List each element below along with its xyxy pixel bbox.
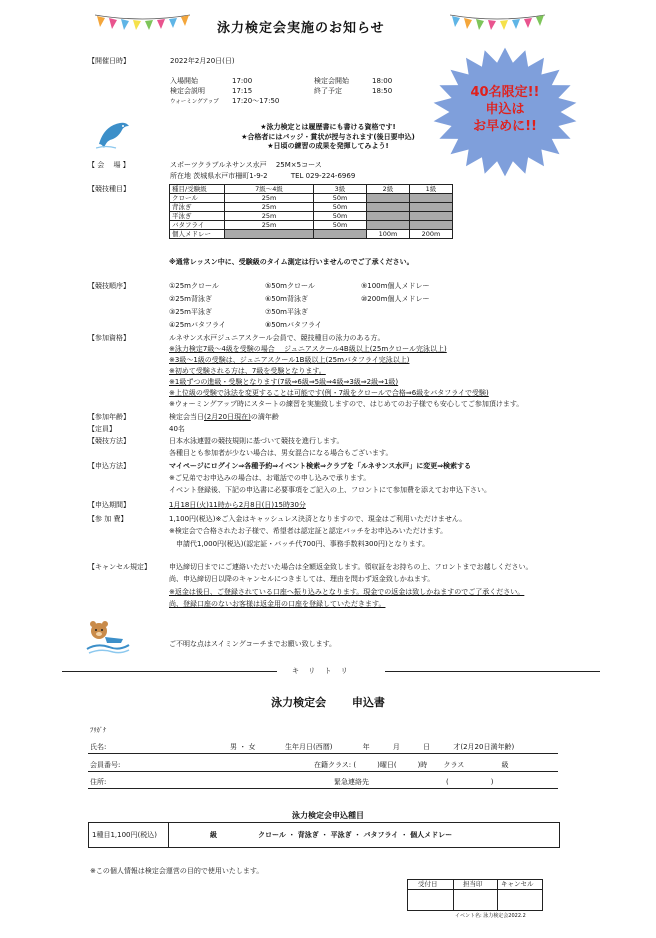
period-label: 【申込期間】	[88, 501, 130, 509]
schedule-kaishi: 検定会開始	[314, 77, 349, 85]
table-cell: 25m	[225, 221, 314, 230]
order-item: ①25mクロール	[169, 282, 219, 290]
table-cell: 25m	[225, 194, 314, 203]
age-value	[169, 412, 279, 422]
cancel-line: ※返金は後日、ご登録されている口座へ振り込みとなります。現金での返金は致しかねますのでご了承ください。	[169, 588, 525, 596]
badge-line-2: 申込は	[485, 102, 525, 117]
table-cell: 200m	[410, 230, 453, 239]
table-cell	[367, 221, 410, 230]
table-cell: 平泳ぎ	[170, 212, 225, 221]
member-underline	[88, 771, 558, 772]
bear-swimmer-icon	[85, 617, 131, 655]
table-cell: 25m	[225, 203, 314, 212]
apply-line: ※ご兄弟でお申込みの場合は、お電話での申し込みで承ります。	[169, 474, 371, 482]
schedule-shuryo-time: 18:50	[372, 87, 393, 95]
order-item: ②25m背泳ぎ	[169, 295, 213, 303]
table-cell	[314, 230, 367, 239]
fee-cell-divider	[168, 822, 169, 847]
schedule-nyujo-time: 17:00	[232, 77, 253, 85]
emergency-label: 緊急連絡先	[334, 778, 369, 786]
qual-line: ※泳力検定7級～4級を受験の場合 ジュニアスクール4B級以上(25mクロール完泳以上)	[169, 345, 447, 353]
table-cell	[367, 194, 410, 203]
emergency-field[interactable]: ( )	[446, 778, 494, 786]
name-label: 氏名:	[90, 743, 107, 751]
events-title: 泳力検定会申込種目	[292, 811, 364, 820]
table-cell	[225, 230, 314, 239]
schedule-setsumei: 検定会説明	[170, 87, 205, 95]
venue-name: スポーツクラブルネサンス水戸 25M×5コース	[170, 161, 322, 169]
order-item: ⑧50mバタフライ	[265, 321, 322, 329]
period-value: 1月18日(火)11時から2月8日(日)15時30分	[169, 501, 306, 509]
privacy-note: ※この個人情報は検定会運営の目的で使用いたします。	[90, 867, 264, 875]
method-line: 日本水泳連盟の競技規則に基づいて競技を進行します。	[169, 437, 344, 445]
order-label: 【競技順序】	[88, 282, 130, 290]
kyu-field[interactable]: 級	[210, 831, 217, 839]
age-value-date: (2月20日現在)	[204, 413, 251, 421]
order-item: ③25m平泳ぎ	[169, 308, 213, 316]
fee-line: ※検定会で合格されたお子様で、希望者は認定証と認定バッチをお申込みいただけます。	[169, 527, 448, 535]
bear-illustration	[85, 617, 131, 655]
event-fee-label: 1種目1,100円(税込)	[92, 831, 157, 839]
table-cell: クロール	[170, 194, 225, 203]
schedule-setsumei-time: 17:15	[232, 87, 253, 95]
address-label: 住所:	[90, 778, 107, 786]
table-cell: 50m	[314, 203, 367, 212]
venue-address: 所在地 茨城県水戸市柵町1-9-2 TEL 029-224-6969	[170, 172, 356, 180]
schedule-warmup: ウォーミングアップ	[170, 99, 219, 105]
table-cell	[367, 203, 410, 212]
table-cell: 100m	[367, 230, 410, 239]
intro-line-3: ★日頃の練習の成果を発揮してみよう!	[267, 142, 389, 150]
table-cell	[410, 194, 453, 203]
table-cell	[410, 212, 453, 221]
gender-field[interactable]: 男 ・ 女	[230, 743, 256, 751]
table-header-cell: 1級	[410, 185, 453, 194]
apply-label: 【申込方法】	[88, 462, 130, 470]
order-item: ⑦50m平泳ぎ	[265, 308, 309, 316]
table-cell	[410, 221, 453, 230]
cut-line-right	[385, 671, 600, 672]
age-value-pre: 検定会当日	[169, 413, 204, 421]
stroke-options[interactable]: クロール ・ 背泳ぎ ・ 平泳ぎ ・ バタフライ ・ 個人メドレー	[258, 831, 453, 839]
cancel-label: 【キャンセル規定】	[88, 563, 151, 571]
table-note: ※通常レッスン中に、受験級のタイム測定は行いませんのでご了承ください。	[169, 258, 414, 266]
fee-line: 1,100円(税込)※ご入金はキャッシュレス決済となりますので、現金はご利用いただけません。	[169, 515, 467, 523]
page-title: 泳力検定会実施のお知らせ	[217, 21, 385, 36]
apply-line: マイページにログイン⇒各種予約⇒イベント検索⇒クラブを「ルネサンス水戸」に変更⇒検索する	[169, 462, 472, 470]
furigana-label: ﾌﾘｶﾞﾅ	[90, 726, 107, 734]
capacity-label: 【定員】	[88, 425, 116, 433]
intro-line-2: ★合格者にはバッジ・賞状が授与されます(後日要申込)	[241, 132, 415, 141]
cancel-line: 尚、登録口座のないお客様は返金用の口座を登録していただきます。	[169, 600, 386, 608]
table-header-cell: 種目/受験級	[170, 185, 225, 194]
table-cell: 個人メドレー	[170, 230, 225, 239]
capacity-value: 40名	[169, 425, 185, 433]
table-cell: 50m	[314, 194, 367, 203]
method-line: 各種目とも参加者が少ない場合は、男女混合になる場合もございます。	[169, 449, 393, 457]
table-cell: 50m	[314, 221, 367, 230]
table-header-cell: 2級	[367, 185, 410, 194]
age-value-post: の満年齢	[250, 413, 279, 421]
order-item: ④25mバタフライ	[169, 321, 226, 329]
badge-line-1: 40名限定!!	[470, 85, 540, 100]
qual-line: ルネサンス水戸ジュニアスクール会員で、競技種目の泳力のある方。	[169, 334, 385, 342]
address-underline	[88, 788, 558, 789]
table-cell	[410, 203, 453, 212]
order-item: ⑤50mクロール	[265, 282, 315, 290]
fee-line: 申請代1,000円(税込)(認定証・バッチ代700円、事務手数料300円)となります。	[176, 540, 430, 548]
office-cell-cancel: キャンセル	[501, 880, 534, 888]
cancel-line: 申込締切日までにご連絡いただいた場合は全額返金致します。領収証をお持ちの上、フロントまでお越しください。	[169, 563, 533, 571]
limited-badge	[430, 46, 580, 178]
age-label: 【参加年齢】	[88, 413, 130, 421]
schedule-kaishi-time: 18:00	[372, 77, 393, 85]
office-header-line	[407, 889, 542, 890]
method-label: 【競技方法】	[88, 437, 130, 445]
office-divider	[453, 879, 454, 910]
order-item: ⑩200m個人メドレー	[361, 295, 430, 303]
order-item: ⑥50m背泳ぎ	[265, 295, 309, 303]
cut-line-left	[62, 671, 277, 672]
qual-line: ※ウォーミングアップ時にスタートの練習を実施致しますので、はじめてのお子様でも安心してご参加頂けます。	[169, 400, 524, 408]
table-row	[170, 230, 453, 239]
bunting-right-icon	[450, 13, 545, 31]
table-header-row	[170, 185, 453, 194]
table-header-cell: 3級	[314, 185, 367, 194]
office-cell-stamp: 担当印	[463, 880, 483, 888]
table-row	[170, 221, 453, 230]
bunting-left-icon	[95, 13, 190, 31]
schedule-warmup-time: 17:20～17:50	[232, 97, 280, 105]
table-header-cell: 7級～4級	[225, 185, 314, 194]
cancel-line: 尚、申込締切日以降のキャンセルにつきましては、理由を問わず返金致しかねます。	[169, 575, 435, 583]
table-cell: 50m	[314, 212, 367, 221]
schedule-nyujo: 入場開始	[170, 77, 198, 85]
venue-label: 【 会 場 】	[88, 161, 130, 169]
table-row	[170, 212, 453, 221]
bunting-left	[95, 13, 190, 31]
bunting-right	[450, 13, 545, 31]
intro-block	[0, 123, 656, 152]
table-cell: 25m	[225, 212, 314, 221]
class-field[interactable]: 在籍クラス: ( )曜日( )時 クラス 級	[314, 761, 509, 769]
qual-line: ※3級～1級の受験は、ジュニアスクール1B級以上(25mバタフライ完泳以上)	[169, 356, 410, 364]
fee-label: 【参 加 費】	[88, 515, 128, 523]
intro-line-1: ★泳力検定とは履歴書にも書ける資格です!	[260, 123, 396, 131]
form-title: 泳力検定会 申込書	[271, 696, 385, 709]
table-row	[170, 194, 453, 203]
event-code: イベント名: 泳力検定会2022.2	[455, 913, 526, 919]
table-cell: 背泳ぎ	[170, 203, 225, 212]
qual-line: ※1級ずつの進級・受験となります(7級⇒6級⇒5級⇒4級⇒3級⇒2級⇒1級)	[169, 378, 399, 386]
date-value: 2022年2月20日(日)	[170, 57, 235, 65]
birth-field[interactable]: 生年月日(西暦) 年 月 日 才(2月20日満年齢)	[285, 743, 515, 751]
name-underline	[88, 753, 558, 754]
events-table	[169, 184, 453, 239]
order-item: ⑨100m個人メドレー	[361, 282, 430, 290]
table-cell: バタフライ	[170, 221, 225, 230]
contact-note: ご不明な点はスイミングコーチまでお願い致します。	[169, 640, 337, 648]
date-label: 【開催日時】	[88, 57, 130, 65]
badge-line-3: お早めに!!	[473, 119, 537, 134]
office-divider	[497, 879, 498, 910]
qual-line: ※上位級の受験で泳法を変更することは可能です(例・7級をクロールで合格⇒6級をバタフライで受験)	[169, 389, 489, 397]
qual-label: 【参加資格】	[88, 334, 130, 342]
events-label: 【競技種目】	[88, 185, 130, 193]
member-label: 会員番号:	[90, 761, 121, 769]
schedule-shuryo: 終了予定	[314, 87, 342, 95]
table-row	[170, 203, 453, 212]
cut-label: キ リ ト リ	[292, 667, 348, 675]
apply-line: イベント登録後、下記の申込書に必要事項をご記入の上、フロントにて参加費を添えてお申込下さい。	[169, 486, 491, 494]
qual-line: ※初めて受験される方は、7級を受験となります。	[169, 367, 326, 375]
table-cell	[367, 212, 410, 221]
office-cell-received: 受付日	[418, 880, 438, 888]
